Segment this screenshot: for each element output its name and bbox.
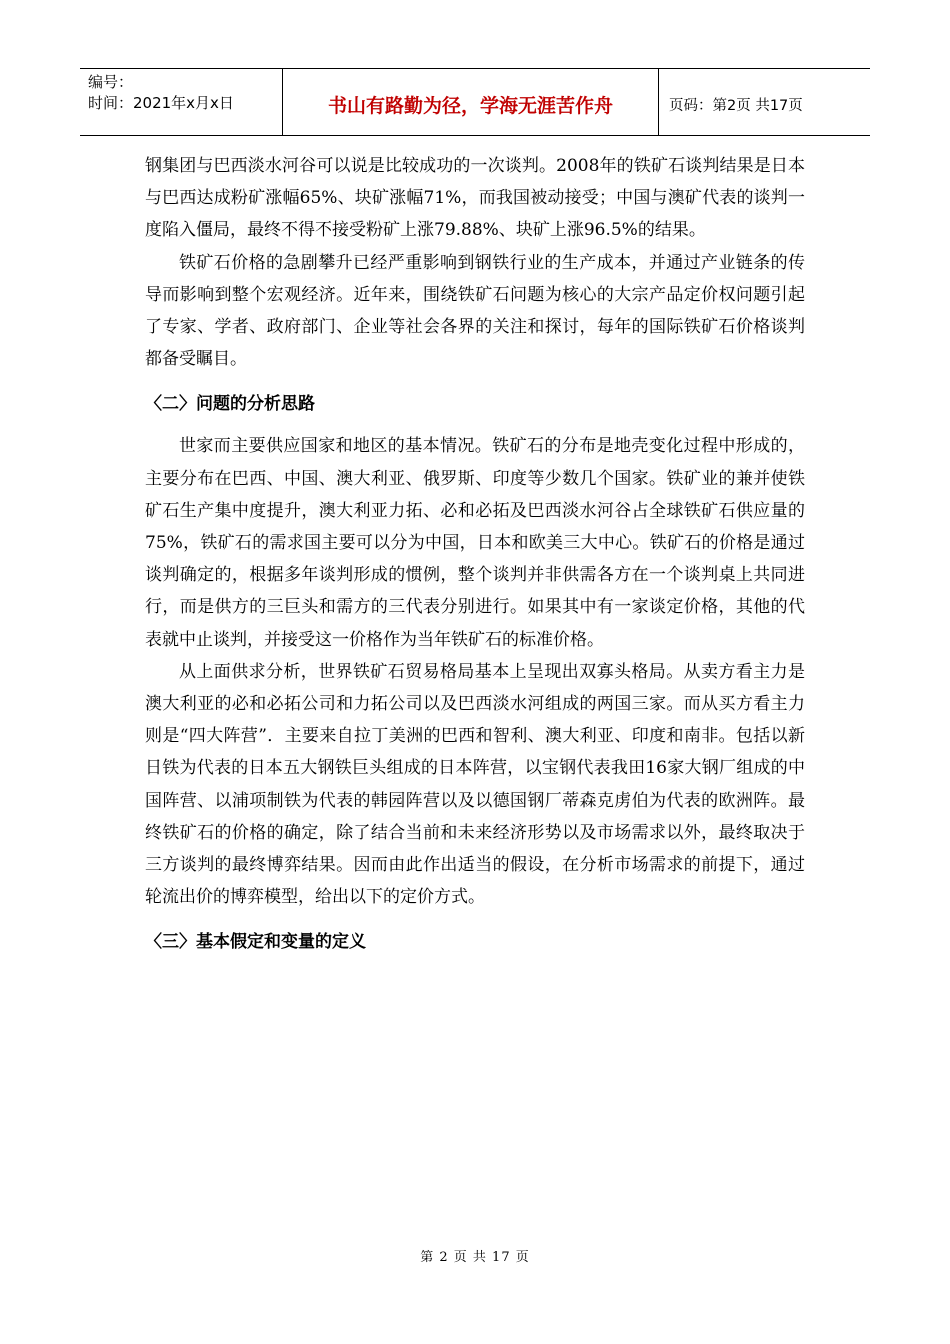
document-time-label: 时间：2021年x月x日 (88, 94, 234, 112)
page-header (80, 68, 870, 136)
section-heading: 〈二〉问题的分析思路 (145, 394, 315, 415)
paragraph: 钢集团与巴西淡水河谷可以说是比较成功的一次谈判。2008年的铁矿石谈判结果是日本与巴西达成粉矿涨幅65%、块矿涨幅71%，而我国被动接受；中国与澳矿代表的谈判一度陷入僵局，最终不得不接受粉矿上涨79.88%、块矿上涨96.5%的结果。 (145, 156, 805, 241)
paragraph: 世家而主要供应国家和地区的基本情况。铁矿石的分布是地壳变化过程中形成的，主要分布在巴西、中国、澳大利亚、俄罗斯、印度等少数几个国家。铁矿业的兼并使铁矿石生产集中度提升，澳大利亚力拓、必和必拓及巴西淡水河谷占全球铁矿石供应量的75%，铁矿石的需求国主要可以分为中国，日本和欧美三大中心。铁矿石的价格是通过谈判确定的，根据多年谈判形成的惯例，整个谈判并非供需各方在一个谈判桌上共同进行，而是供方的三巨头和需方的三代表分别进行。如果其中有一家谈定价格，其他的代表就中止谈判，并接受这一价格作为当年铁矿石的标准价格。 (145, 436, 805, 650)
header-meta (80, 69, 283, 135)
document-number-label: 编号： (88, 73, 134, 91)
page-footer: 第 2 页 共 17 页 (420, 1250, 530, 1265)
header-motto: 书山有路勤为径，学海无涯苦作舟 (283, 69, 659, 135)
document-body (145, 150, 805, 968)
section-heading: 〈三〉基本假定和变量的定义 (145, 932, 366, 953)
paragraph: 铁矿石价格的急剧攀升已经严重影响到钢铁行业的生产成本，并通过产业链条的传导而影响到整个宏观经济。近年来，围绕铁矿石问题为核心的大宗产品定价权问题引起了专家、学者、政府部门、企业等社会各界的关注和探讨，每年的国际铁矿石价格谈判都备受瞩目。 (145, 252, 805, 370)
header-page-info: 页码：第2页 共17页 (669, 97, 803, 114)
paragraph: 从上面供求分析，世界铁矿石贸易格局基本上呈现出双寡头格局。从卖方看主力是澳大利亚的必和必拓公司和力拓公司以及巴西淡水河组成的两国三家。而从买方看主力则是“四大阵营”．主要来自拉丁美洲的巴西和智利、澳大利亚、印度和南非。包括以新日铁为代表的日本五大钢铁巨头组成的日本阵营，以宝钢代表我田16家大钢厂组成的中国阵营、以浦项制铁为代表的韩园阵营以及以德国钢厂蒂森克虏伯为代表的欧洲阵。最终铁矿石的价格的确定，除了结合当前和未来经济形势以及市场需求以外，最终取决于三方谈判的最终博弈结果。因而由此作出适当的假设，在分析市场需求的前提下，通过轮流出价的博弈模型，给出以下的定价方式。 (145, 661, 805, 908)
